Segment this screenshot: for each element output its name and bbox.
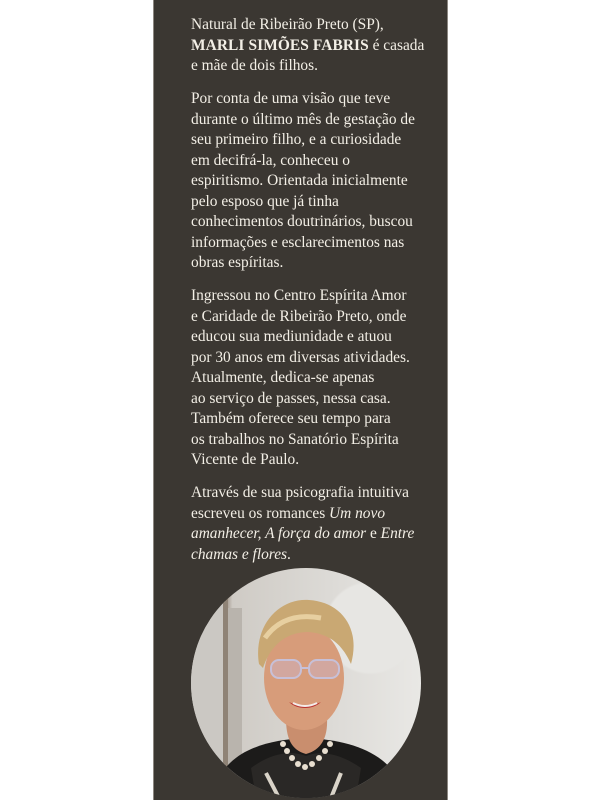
bio-line: durante o último mês de gestação de <box>191 110 415 128</box>
book-title: Um novo <box>329 504 386 522</box>
book-title: Entre <box>380 525 415 542</box>
bio-line: pelo esposo que já tinha <box>191 192 339 210</box>
bio-line: obras espíritas. <box>191 254 284 271</box>
portrait-illustration <box>191 568 421 798</box>
author-bio <box>191 15 431 578</box>
bio-line <box>191 36 431 57</box>
book-flap <box>153 0 448 800</box>
book-title: amanhecer, A força do amor <box>191 525 367 542</box>
bio-line <box>191 504 431 525</box>
bio-line: seu primeiro filho, e a curiosidade <box>191 131 402 148</box>
bio-line <box>191 524 431 545</box>
bio-line: Também oferece seu tempo para <box>191 410 391 427</box>
bio-paragraph-3 <box>191 286 431 471</box>
bio-line: Através de sua psicografia intuitiva <box>191 484 409 501</box>
bio-paragraph-4 <box>191 483 431 565</box>
bio-line: Ingressou no Centro Espírita Amor <box>191 287 407 304</box>
bio-paragraph-1 <box>191 15 431 77</box>
bio-line: informações e esclarecimentos nas <box>191 233 405 251</box>
bio-line: Natural de Ribeirão Preto (SP), <box>191 16 384 33</box>
bio-line: em decifrá-la, conheceu o <box>191 151 350 169</box>
bio-line: Por conta de uma visão que teve <box>191 90 391 107</box>
bio-line: ao serviço de passes, nessa casa. <box>191 389 391 407</box>
bio-line <box>191 545 431 566</box>
bio-line: os trabalhos no Sanatório Espírita <box>191 430 399 448</box>
bio-line: e mãe de dois filhos. <box>191 57 318 74</box>
book-title: chamas e flores <box>191 545 288 563</box>
bio-paragraph-2 <box>191 89 431 274</box>
bio-line: por 30 anos em diversas atividades. <box>191 348 410 366</box>
author-name: MARLI SIMÕES FABRIS <box>191 36 369 54</box>
bio-text: escreveu os romances <box>191 504 330 522</box>
bio-line: Vicente de Paulo. <box>191 451 300 468</box>
author-portrait-photo <box>191 568 421 798</box>
bio-text: e <box>366 525 381 542</box>
bio-text: é casada <box>368 36 425 54</box>
bio-line: educou sua mediunidade e atuou <box>191 328 392 345</box>
bio-line: e Caridade de Ribeirão Preto, onde <box>191 307 407 325</box>
bio-line: Atualmente, dedica-se apenas <box>191 369 375 386</box>
bio-text: . <box>287 545 291 563</box>
bio-line: espiritismo. Orientada inicialmente <box>191 172 408 189</box>
bio-line: conhecimentos doutrinários, buscou <box>191 213 413 230</box>
